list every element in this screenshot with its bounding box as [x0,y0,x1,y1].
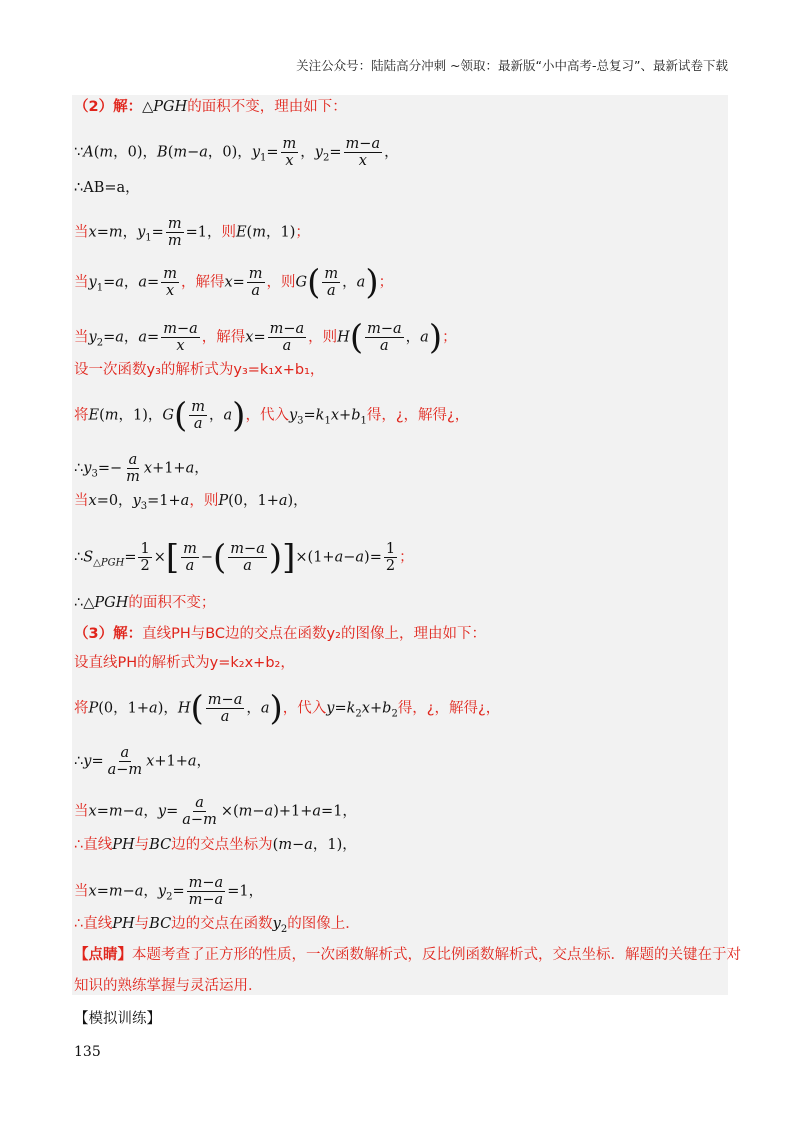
let-y3: 设一次函数y₃的解析式为y₃=k₁x+b₁， [74,362,325,378]
y3-result: $\therefore y_3=-$ $\frac{a}{m}$ x+1+a， [74,452,209,485]
area-formula: $\therefore S_{\triangle PGH}=$ $\frac{1}{2}$ ×[ $\frac{m}{a}$ −( $\frac{m-a}{a}$ )]×(1+a−a)= $\frac{1}{2}$ ； [74,537,414,578]
ph-result: ∴y= $\frac{a}{a-m}$ x+1+a， [74,745,212,778]
let-ph: 设直线PH的解析式为y=k₂x+b₂， [74,655,295,671]
comment-text1: 本题考查了正方形的性质，一次函数解析式，反比例函数解析式，交点坐标．解题的关键在于对 [132,947,741,963]
comment-line2: 知识的熟练掌握与灵活运用． [74,978,263,994]
area-conclusion: ∴△PGH的面积不变； [74,595,216,611]
area-conclusion-text: 的面积不变； [128,595,216,611]
triangle-pgh: △PGH [142,99,188,115]
comment-line1 [74,945,741,965]
page-header: 关注公众号：陆陆高分冲刺 ~领取：最新版“小中高考-总复习”、最新试卷下载 [296,58,728,73]
intersection-point: ∴直线PH与BC边的交点坐标为(m−a，1)， [74,837,357,853]
ab-equals: ∴AB=a， [74,180,140,196]
substitute-label: 代入 [259,407,289,424]
given-points: ∵A(m，0)，B(m−a，0)，$y_1=$ $\frac{m}{x}$ ，$y_2=$ $\frac{m-a}{x}$ ， [74,136,399,169]
final-conclusion: ∴直线PH与BC边的交点在函数$y_2$的图像上． [74,916,360,935]
point-p-line: 当x=0，$y_3=1+a$，则P(0，1+a)， [74,493,308,512]
point-h-line: 当$y_2=a$，a= $\frac{m-a}{x}$ ，解得x= $\frac{m-a}{a}$ ，则H( $\frac{m-a}{a}$ ，a)； [74,317,457,358]
section-label: 【模拟训练】 [74,1011,161,1027]
part3-heading [74,624,486,644]
substitute-ph: 将P(0，1+a)，H( $\frac{m-a}{a}$ ，a)，代入$y=k_2x+b_2$得，¿，解得¿， [74,688,501,729]
part2-claim: 的面积不变，理由如下： [187,99,347,115]
part2-heading [74,97,347,117]
y2-check: 当x=m−a，$y_2=$ $\frac{m-a}{m-a}$ =1， [74,875,264,908]
page-number: 135 [74,1044,101,1060]
intersection-calc: 当x=m−a，y= $\frac{a}{a-m}$ ×(m−a)+1+a=1， [74,795,357,828]
point-e-line: 当x=m，$y_1=$ $\frac{m}{m}$ =1，则E(m，1)； [74,216,310,249]
part2-label: （2）解： [74,99,143,115]
part3-claim: 直线PH与BC边的交点在函数y₂的图像上，理由如下： [142,626,486,642]
comment-tag: 【点睛】 [74,947,132,963]
get-text: 得，¿，解得¿， [366,407,470,424]
point-g-line: 当$y_1=a$，a= $\frac{m}{x}$ ，解得x= $\frac{m}{a}$ ，则G( $\frac{m}{a}$ ，a)； [74,262,394,303]
part3-label: （3）解： [74,626,143,642]
substitute-eg: 将E(m，1)，G( $\frac{m}{a}$ ，a)，代入$y_3=k_1x+b_1$得，¿，解得¿， [74,395,470,436]
